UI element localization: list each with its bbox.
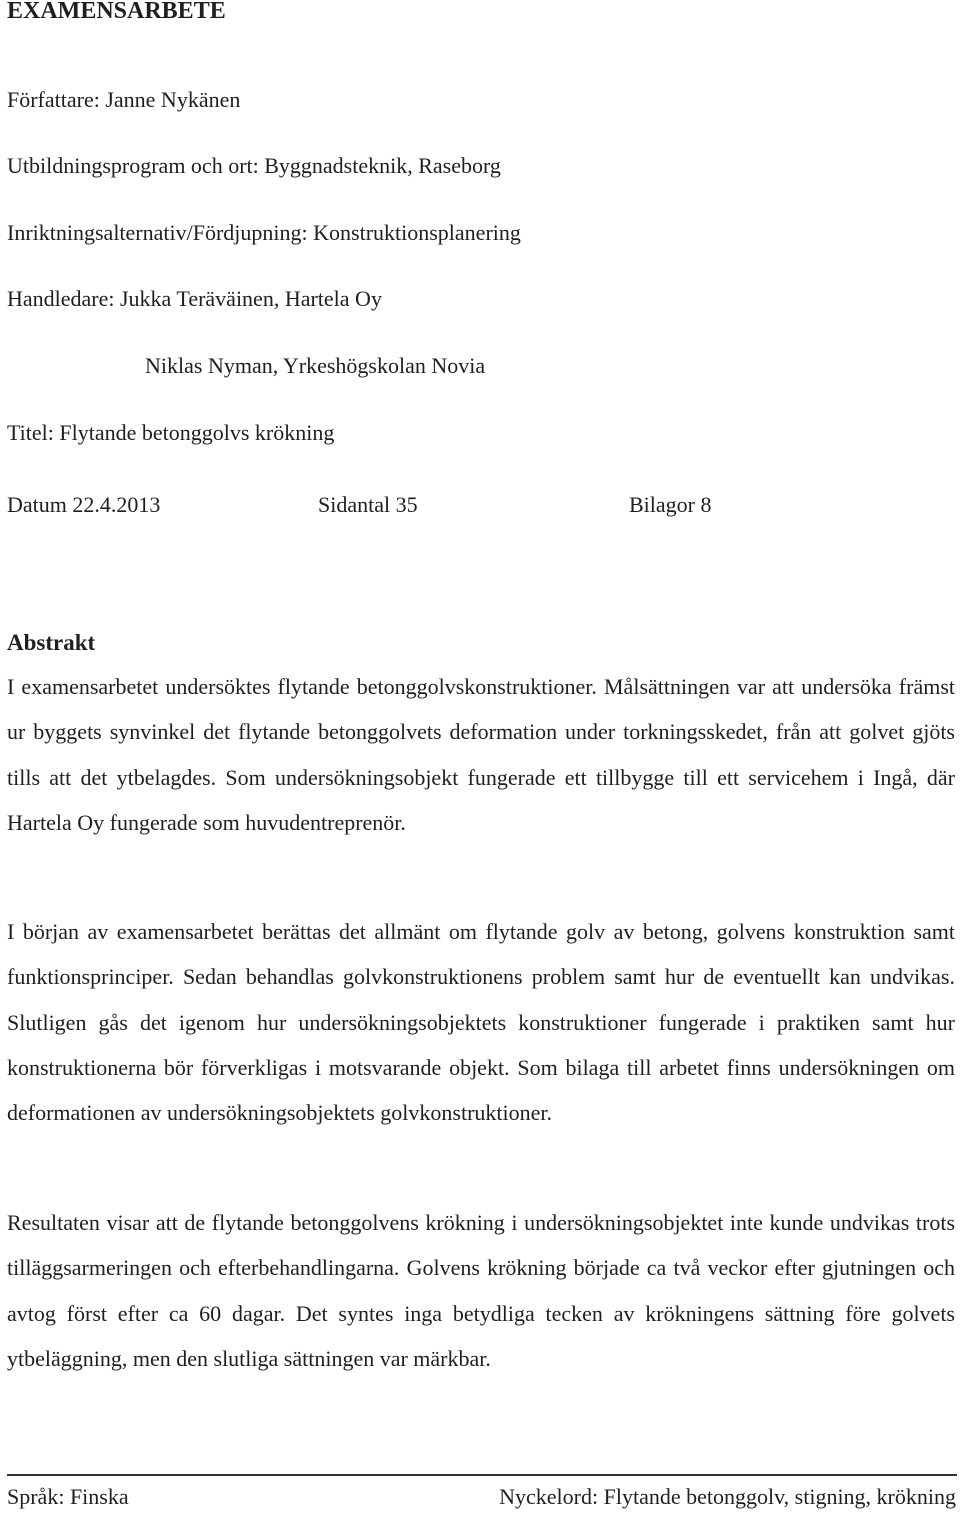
keywords-field: Nyckelord: Flytande betonggolv, stigning, krökning bbox=[499, 1484, 956, 1509]
date-field: Datum 22.4.2013 bbox=[7, 492, 161, 517]
appendices-field: Bilagor 8 bbox=[629, 492, 712, 517]
program-line: Utbildningsprogram och ort: Byggnadsteknik, Raseborg bbox=[7, 153, 501, 178]
footer-divider bbox=[7, 1474, 957, 1476]
abstract-paragraph: Resultaten visar att de flytande betonggolvens krökning i undersökningsobjektet inte kunde undvikas trots tilläggsarmeringen och efterbehandlingarna. Golvens krökning började ca två veckor efter gjutningen och avtog först efter ca 60 dagar. Det syntes inga betydliga tecken av krökningens sättning före golvets ytbeläggning, men den slutliga sättningen var märkbar. bbox=[7, 1210, 955, 1371]
language-field: Språk: Finska bbox=[7, 1484, 129, 1509]
abstract-paragraph: I början av examensarbetet berättas det allmänt om flytande golv av betong, golvens konstruktion samt funktionsprinciper. Sedan behandlas golvkonstruktionens problem samt hur de eventuellt kan undvikas. Slutligen gås det igenom hur undersökningsobjektets konstruktioner fungerade i praktiken samt hur konstruktionerna bör förverkligas i motsvarande objekt. Som bilaga till arbetet finns undersökningen om deformationen av undersökningsobjektets golvkonstruktioner. bbox=[7, 919, 955, 1125]
supervisor-line-1: Handledare: Jukka Teräväinen, Hartela Oy bbox=[7, 286, 382, 311]
document-type-title: EXAMENSARBETE bbox=[7, 0, 226, 24]
specialization-line: Inriktningsalternativ/Fördjupning: Konstruktionsplanering bbox=[7, 220, 521, 245]
page-count-field: Sidantal 35 bbox=[318, 492, 418, 517]
thesis-title-line: Titel: Flytande betonggolvs krökning bbox=[7, 420, 335, 445]
author-line: Författare: Janne Nykänen bbox=[7, 87, 241, 112]
abstract-heading: Abstrakt bbox=[7, 630, 96, 655]
supervisor-line-2: Niklas Nyman, Yrkeshögskolan Novia bbox=[145, 353, 486, 378]
abstract-paragraph: I examensarbetet undersöktes flytande betonggolvskonstruktioner. Målsättningen var att undersöka främst ur byggets synvinkel det flytande betonggolvets deformation under torkningsskedet, från att golvet gjöts tills att det ytbelagdes. Som undersökningsobjekt fungerade ett tillbygge till ett servicehem i Ingå, där Hartela Oy fungerade som huvudentreprenör. bbox=[7, 674, 955, 835]
